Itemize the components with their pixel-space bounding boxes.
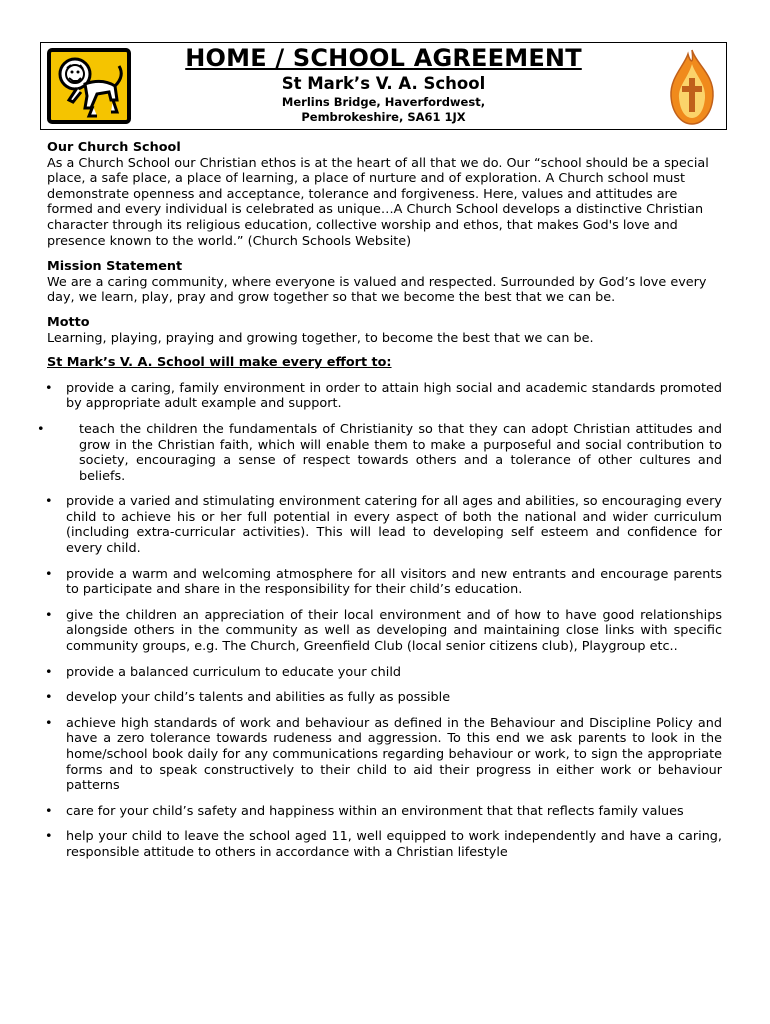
list-item: • develop your child’s talents and abilities as fully as possible [45, 690, 451, 706]
bullet-icon: • [45, 690, 53, 706]
flame-cross-icon [666, 48, 718, 126]
bullet-icon: • [45, 829, 53, 845]
document-title: HOME / SCHOOL AGREEMENT [185, 44, 582, 72]
commitments-heading: St Mark’s V. A. School will make every effort to: [47, 355, 392, 371]
motto-text: Learning, playing, praying and growing together, to become the best that we can be. [47, 330, 594, 346]
bullet-icon: • [45, 803, 53, 819]
school-name: St Mark’s V. A. School [281, 74, 486, 93]
motto-heading: Motto [47, 314, 90, 330]
list-item: • provide a warm and welcoming atmosphere for all visitors and new entrants and encourage parents to participate and share in the responsibility for their child’s education. [45, 566, 722, 598]
list-item: • help your child to leave the school aged 11, well equipped to work independently and have a caring, responsible attitude to others in accordance with a Christian lifestyle [45, 829, 722, 860]
list-item: • give the children an appreciation of their local environment and of how to have good relationships alongside others in the community as well as developing and maintaining close links with specific community groups, e.g. The Church, Greenfield Club (local senior citizens club), Playgroup etc.. [45, 607, 722, 655]
commitments-list [37, 380, 722, 861]
list-item: • provide a balanced curriculum to educate your child [45, 664, 402, 680]
mission-heading: Mission Statement [47, 259, 183, 275]
list-item: • care for your child’s safety and happiness within an environment that that reflects family values [45, 803, 684, 819]
address-line-1: Merlins Bridge, Haverfordwest, [281, 95, 486, 109]
letterhead [40, 42, 727, 130]
bullet-icon: • [45, 715, 53, 731]
bullet-icon: • [45, 380, 53, 396]
church-school-text: As a Church School our Christian ethos is at the heart of all that we do. Our “school should be a special place, a safe place, a place of learning, a place of nurture and of exploration. A Church school must demonstrate openness and acceptance, tolerance and forgiveness. Here, values and attitudes are formed and every individual is celebrated as unique…A Church School develops a distinctive Christian character through its religious education, collective worship and ethos, that makes God's love and presence known to the world.” (Church Schools Website) [47, 155, 709, 249]
list-item: • achieve high standards of work and behaviour as defined in the Behaviour and Discipline Policy and have a zero tolerance towards rudeness and aggression. To this end we ask parents to look in the home/school book daily for any communications regarding behaviour or work, to sign the appropriate forms and to speak constructively to their child to aid their progress in either work or behaviour patterns [45, 715, 722, 794]
bullet-icon: • [45, 607, 53, 623]
list-item: • teach the children the fundamentals of Christianity so that they can adopt Christian attitudes and grow in the Christian faith, which will enable them to make a purposeful and social contribution to society, encouraging a sense of respect towards others and a tolerance of other cultures and beliefs. [37, 421, 722, 484]
agreement-body [37, 140, 722, 871]
mission-text: We are a caring community, where everyone is valued and respected. Surrounded by God’s love every day, we learn, play, pray and grow together so that we become the best that we can be. [47, 274, 707, 306]
bullet-icon: • [45, 566, 53, 582]
bullet-icon: • [45, 494, 53, 510]
bullet-icon: • [37, 421, 45, 437]
bullet-icon: • [45, 664, 53, 680]
church-school-heading: Our Church School [47, 140, 181, 155]
address-line-2: Pembrokeshire, SA61 1JX [301, 110, 466, 124]
list-item: • provide a varied and stimulating environment catering for all ages and abilities, so encouraging every child to achieve his or her full potential in every aspect of both the national and wider curriculum (including extra-curricular activities). This will lead to developing self esteem and confidence for every child. [45, 494, 722, 557]
list-item: • provide a caring, family environment in order to attain high social and academic standards promoted by appropriate adult example and support. [45, 380, 722, 412]
